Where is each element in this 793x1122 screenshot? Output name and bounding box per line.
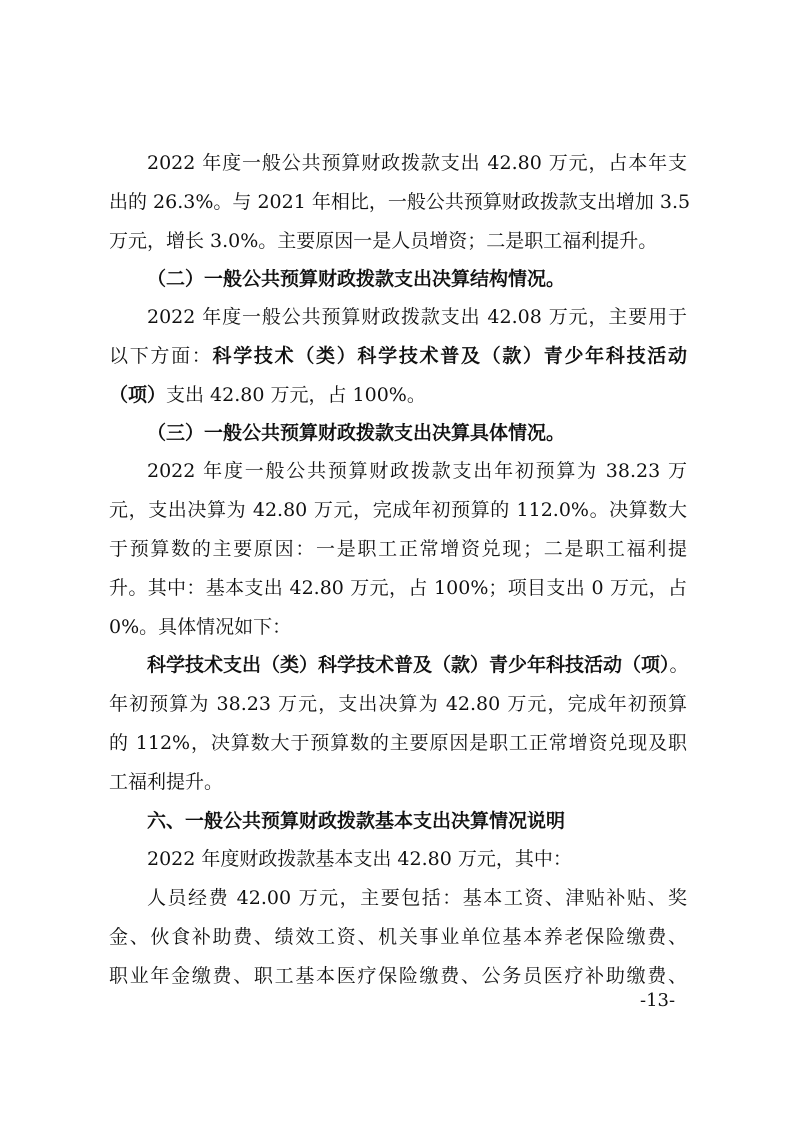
paragraph-text: 。 bbox=[669, 654, 689, 676]
paragraph-line: 2022 年度一般公共预算财政拨款支出 42.08 万元，主要用于 bbox=[147, 306, 687, 328]
paragraph-line: 人员经费 42.00 万元，主要包括：基本工资、津贴补贴、奖 bbox=[147, 887, 687, 909]
paragraph-line: 金、伙食补助费、绩效工资、机关事业单位基本养老保险缴费、 bbox=[109, 926, 687, 948]
paragraph-line: 出的 26.3%。与 2021 年相比，一般公共预算财政拨款支出增加 3.5 bbox=[109, 191, 691, 213]
paragraph-line: 职业年金缴费、职工基本医疗保险缴费、公务员医疗补助缴费、 bbox=[109, 965, 687, 987]
paragraph-line: 2022 年度一般公共预算财政拨款支出 42.80 万元，占本年支 bbox=[147, 152, 687, 174]
section-heading: （三）一般公共预算财政拨款支出决算具体情况。 bbox=[147, 422, 566, 444]
paragraph-text: 以下方面： bbox=[109, 345, 213, 367]
paragraph-line: 的 112%，决算数大于预算数的主要原因是职工正常增资兑现及职 bbox=[109, 732, 687, 754]
paragraph-line bbox=[109, 337, 687, 375]
paragraph-bold-text: （项） bbox=[109, 384, 167, 406]
paragraph-line: 2022 年度一般公共预算财政拨款支出年初预算为 38.23 万 bbox=[147, 460, 687, 482]
paragraph-bold-text: 科学技术（类）科学技术普及（款）青少年科技活动 bbox=[212, 345, 687, 367]
paragraph-line: 升。其中：基本支出 42.80 万元，占 100%；项目支出 0 万元，占 bbox=[109, 577, 687, 599]
paragraph-line: 元，支出决算为 42.80 万元，完成年初预算的 112.0%。决算数大 bbox=[109, 499, 687, 521]
section-heading: 六、一般公共预算财政拨款基本支出决算情况说明 bbox=[147, 810, 566, 832]
paragraph-line: 于预算数的主要原因：一是职工正常增资兑现；二是职工福利提 bbox=[109, 538, 687, 560]
paragraph-line: 0%。具体情况如下： bbox=[109, 616, 292, 638]
paragraph-line bbox=[109, 376, 687, 414]
paragraph-bold-text: 科学技术支出（类）科学技术普及（款）青少年科技活动（项） bbox=[147, 654, 670, 676]
paragraph-line: 2022 年度财政拨款基本支出 42.80 万元，其中： bbox=[147, 848, 572, 870]
page-number: -13- bbox=[640, 990, 676, 1011]
paragraph-line: 年初预算为 38.23 万元，支出决算为 42.80 万元，完成年初预算 bbox=[109, 693, 687, 715]
paragraph-line: 工福利提升。 bbox=[109, 771, 224, 793]
paragraph-text: 支出 42.80 万元，占 100%。 bbox=[166, 384, 426, 406]
paragraph-line bbox=[147, 646, 687, 684]
paragraph-line: 万元，增长 3.0%。主要原因一是人员增资；二是职工福利提升。 bbox=[109, 230, 658, 252]
section-heading: （二）一般公共预算财政拨款支出决算结构情况。 bbox=[147, 268, 566, 290]
